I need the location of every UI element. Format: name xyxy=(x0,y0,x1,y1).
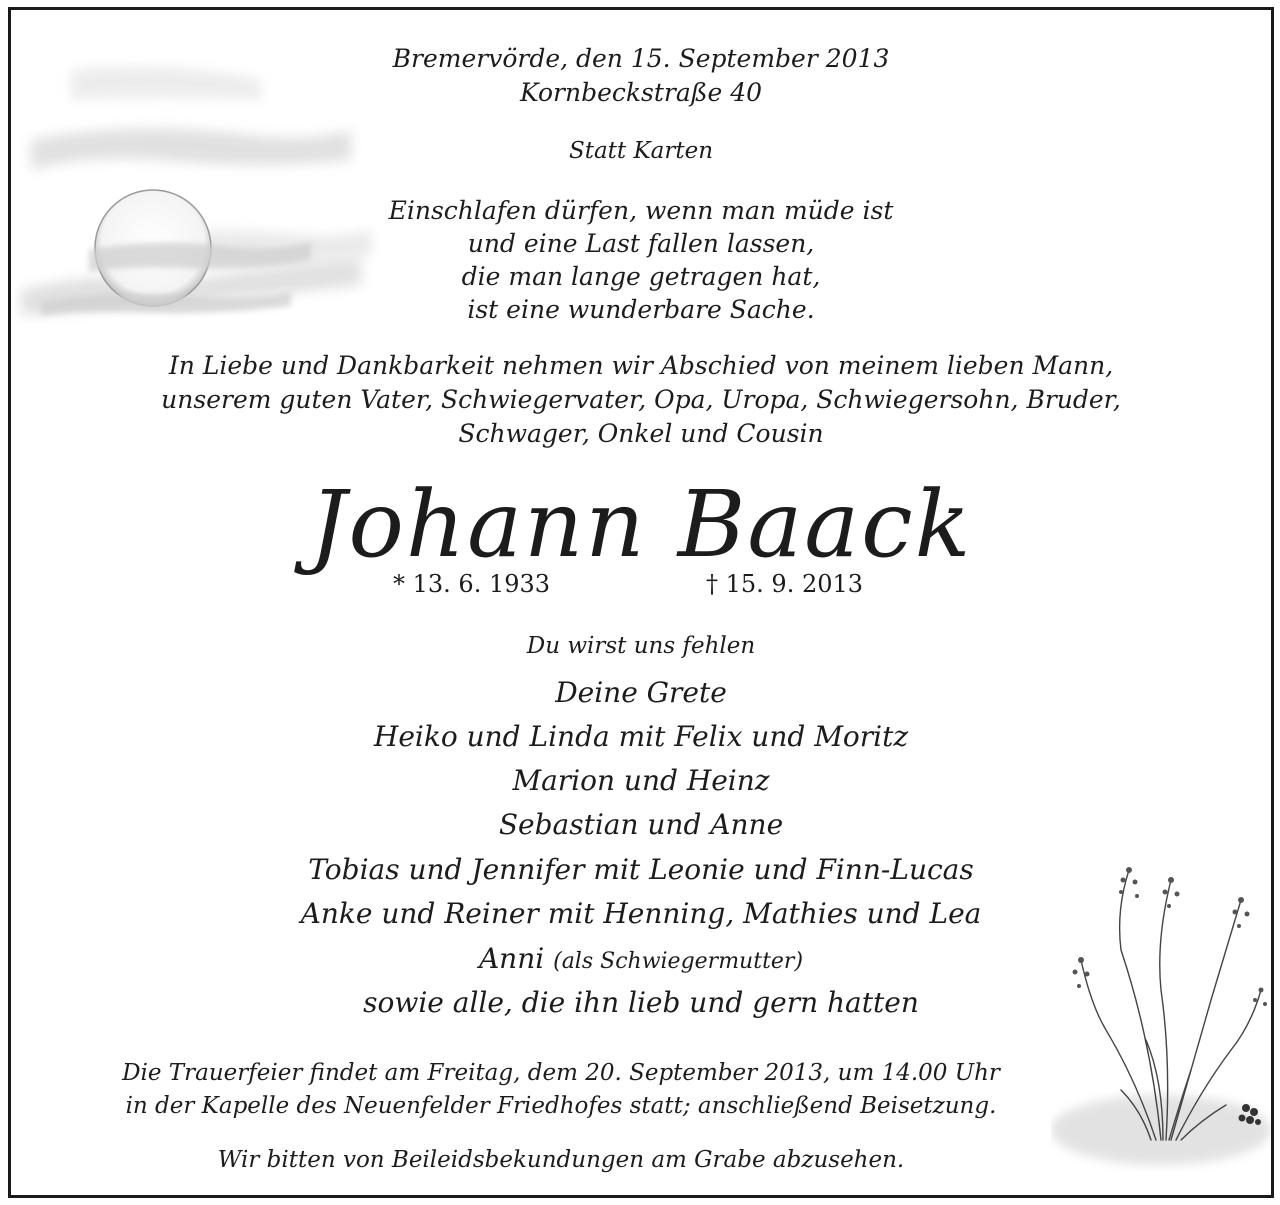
intro-line: unserem guten Vater, Schwiegervater, Opa, Uropa, Schwiegersohn, Bruder, xyxy=(161,385,1121,414)
death-date: † 15. 9. 2013 xyxy=(706,570,864,598)
closing-mourners: sowie alle, die ihn lieb und gern hatten xyxy=(363,986,919,1019)
poem-line: und eine Last fallen lassen, xyxy=(467,229,815,258)
poem-line: die man lange getragen hat, xyxy=(461,262,821,291)
request-line: Wir bitten von Beileidsbekundungen am Grabe abzusehen. xyxy=(217,1147,905,1173)
anni-note: (als Schwiegermutter) xyxy=(553,949,804,974)
mourner-line: Tobias und Jennifer mit Leonie und Finn-Lucas xyxy=(308,853,974,886)
farewell: Du wirst uns fehlen xyxy=(526,633,756,659)
statt-karten: Statt Karten xyxy=(568,138,714,164)
birth-date: * 13. 6. 1933 xyxy=(393,570,551,598)
mourner-line: Deine Grete xyxy=(555,676,727,709)
mourner-line: Marion und Heinz xyxy=(512,764,770,797)
service-line: Die Trauerfeier findet am Freitag, dem 20. September 2013, um 14.00 Uhr xyxy=(122,1060,1000,1086)
mourner-line: Heiko und Linda mit Felix und Moritz xyxy=(373,720,909,753)
obituary-notice xyxy=(8,7,1274,1198)
poem-line: Einschlafen dürfen, wenn man müde ist xyxy=(388,196,894,225)
mourner-anni xyxy=(11,940,1271,981)
intro-line: Schwager, Onkel und Cousin xyxy=(458,419,824,448)
mourner-line: Anke und Reiner mit Henning, Mathies und Lea xyxy=(300,897,982,930)
service-line: in der Kapelle des Neuenfelder Friedhofes statt; anschließend Beisetzung. xyxy=(125,1093,997,1119)
poem-line: ist eine wunderbare Sache. xyxy=(467,295,815,324)
place-date: Bremervörde, den 15. September 2013 xyxy=(392,44,890,73)
intro-line: In Liebe und Dankbarkeit nehmen wir Abschied von meinem lieben Mann, xyxy=(168,351,1114,380)
deceased-name: Johann Baack xyxy=(309,471,973,578)
address: Kornbeckstraße 40 xyxy=(519,78,763,107)
anni-name: Anni xyxy=(478,942,545,975)
mourner-line: Sebastian und Anne xyxy=(498,808,784,841)
